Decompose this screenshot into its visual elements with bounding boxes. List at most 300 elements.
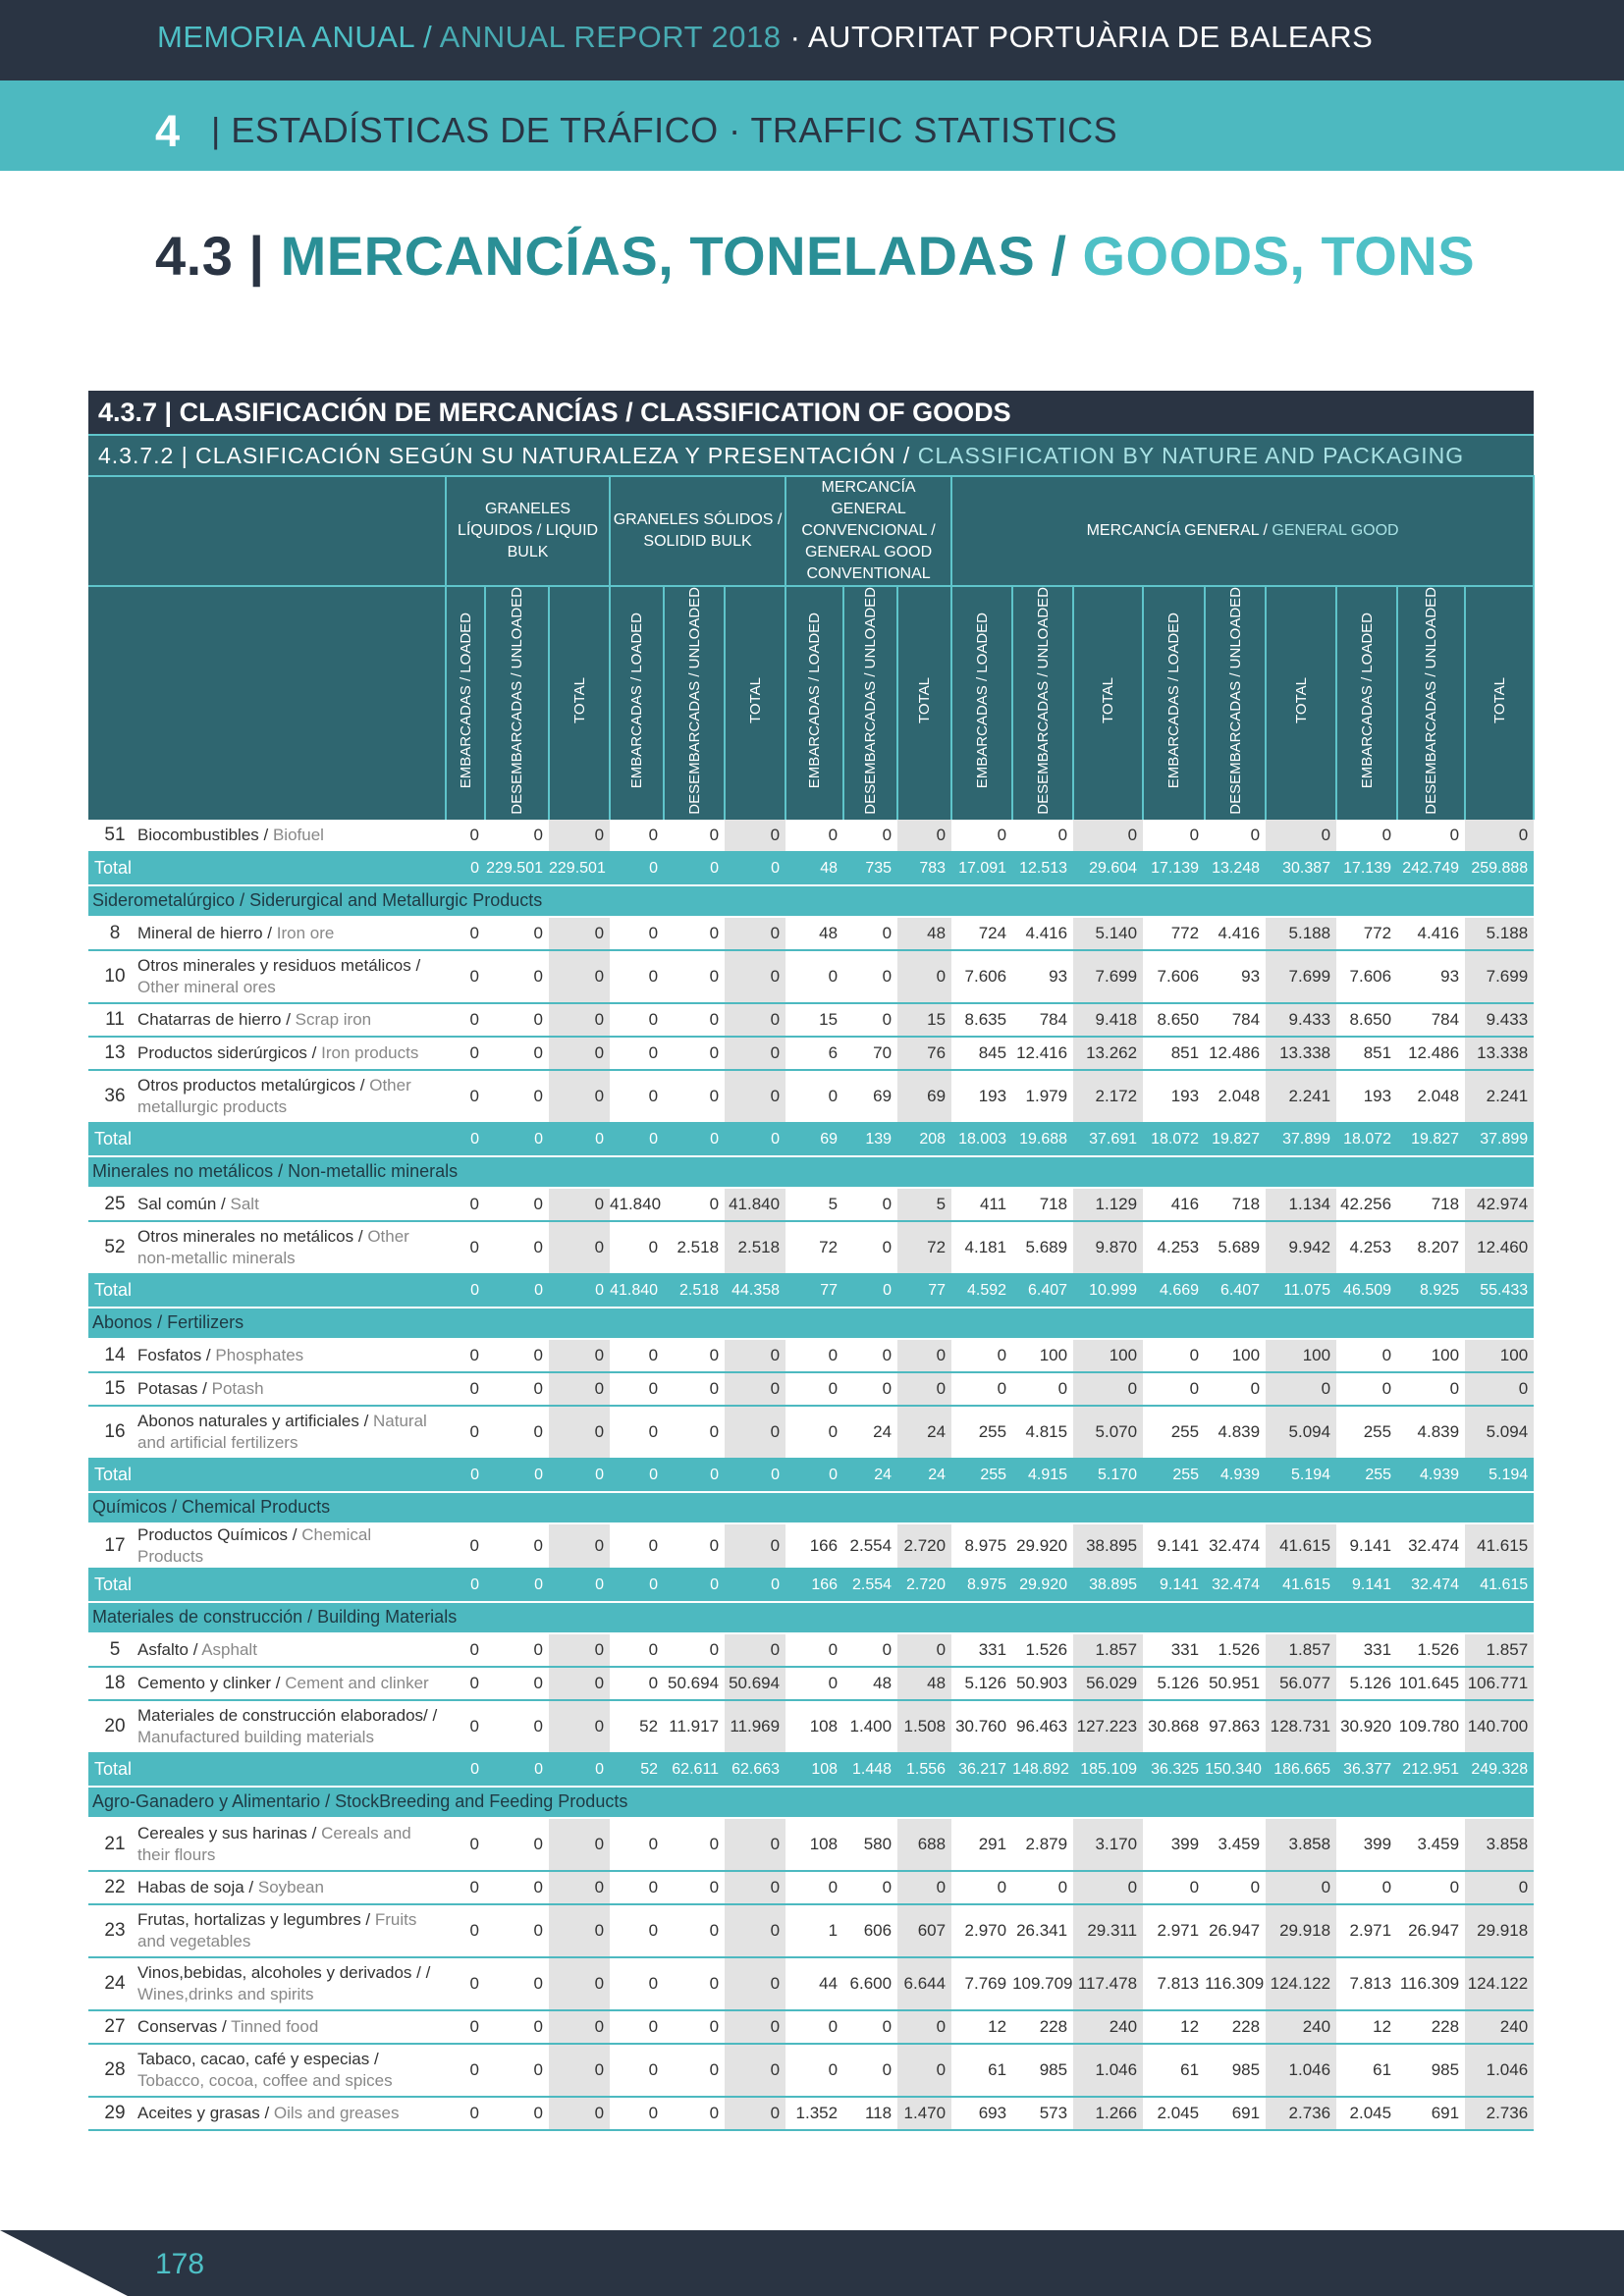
category-label-es: Agro-Ganadero y Alimentario (92, 1791, 321, 1812)
loaded-column-header-label: EMBARCADAS / LOADED (806, 613, 824, 789)
value-cell: 0 (1465, 820, 1534, 852)
value-cell: 0 (843, 2044, 897, 2097)
total-cell: 0 (725, 852, 785, 885)
value-cell: 50.694 (725, 1667, 785, 1700)
value-cell: 0 (446, 1372, 485, 1406)
value-cell: 2.045 (1143, 2097, 1205, 2130)
total-label: Total (88, 1123, 446, 1156)
total-column-header (549, 586, 610, 820)
value-cell: 0 (485, 1700, 549, 1753)
value-cell: 9.141 (1336, 1523, 1397, 1569)
loaded-column-header (1143, 586, 1205, 820)
value-cell: 0 (610, 1339, 664, 1372)
value-cell: 0 (549, 1633, 610, 1667)
product-name-en: Oils and greases (273, 2103, 400, 2122)
value-cell: 0 (446, 1003, 485, 1037)
value-cell: 166 (785, 1523, 843, 1569)
value-cell: 0 (725, 1957, 785, 2010)
total-cell: 38.895 (1073, 1569, 1143, 1602)
value-cell: 784 (1205, 1003, 1266, 1037)
value-cell: 100 (1012, 1339, 1073, 1372)
value-cell: 5.126 (1336, 1667, 1397, 1700)
category-row (88, 1602, 1534, 1633)
product-cell (88, 1339, 446, 1372)
value-cell: 5.689 (1012, 1221, 1073, 1274)
table-row (88, 1871, 1534, 1904)
value-cell: 96.463 (1012, 1700, 1073, 1753)
total-column-header-label: TOTAL (1100, 677, 1117, 724)
value-cell: 9.141 (1143, 1523, 1205, 1569)
value-cell: 0 (446, 1871, 485, 1904)
value-cell: 56.077 (1266, 1667, 1336, 1700)
value-cell: 0 (785, 1070, 843, 1123)
value-cell: 50.951 (1205, 1667, 1266, 1700)
page-title-number: 4.3 (155, 225, 234, 287)
product-cell (88, 1957, 446, 2010)
value-cell: 0 (1073, 1372, 1143, 1406)
value-cell: 7.606 (1143, 950, 1205, 1003)
report-title-en: ANNUAL REPORT 2018 (439, 20, 782, 54)
value-cell: 5.126 (951, 1667, 1012, 1700)
product-name-es: Otros minerales y residuos metálicos (137, 955, 411, 975)
product-code: 8 (109, 922, 121, 943)
value-cell: 0 (785, 1667, 843, 1700)
value-cell: 5.188 (1266, 917, 1336, 950)
value-cell: 0 (664, 917, 725, 950)
product-name-es: Otros minerales no metálicos (137, 1226, 354, 1246)
value-cell: 7.606 (951, 950, 1012, 1003)
value-cell: 1.857 (1073, 1633, 1143, 1667)
value-cell: 0 (549, 917, 610, 950)
value-cell: 52 (610, 1700, 664, 1753)
total-row (88, 1753, 1534, 1787)
product-name-en: Potash (211, 1378, 264, 1398)
value-cell: 0 (610, 1523, 664, 1569)
table-row (88, 1523, 1534, 1569)
product-name-en: Fruits and vegetables (137, 1909, 417, 1950)
value-cell: 5.070 (1073, 1406, 1143, 1459)
value-cell: 0 (664, 1871, 725, 1904)
value-cell: 0 (725, 1406, 785, 1459)
total-cell: 24 (843, 1459, 897, 1492)
product-cell (88, 1700, 446, 1753)
value-cell: 124.122 (1465, 1957, 1534, 2010)
value-cell: 117.478 (1073, 1957, 1143, 2010)
category-label-en: StockBreeding and Feeding Products (335, 1791, 628, 1812)
unloaded-column-header-label: DESEMBARCADAS / UNLOADED (1034, 587, 1052, 815)
total-cell: 0 (549, 1123, 610, 1156)
value-cell: 0 (664, 1070, 725, 1123)
category-label-en: Building Materials (317, 1607, 458, 1628)
product-name-en: Other metallurgic products (137, 1075, 411, 1116)
value-cell: 48 (785, 917, 843, 950)
product-name-es: Asfalto (137, 1639, 189, 1659)
value-cell: 69 (843, 1070, 897, 1123)
value-cell: 0 (446, 1037, 485, 1070)
total-column-header (897, 586, 951, 820)
value-cell: 228 (1397, 2010, 1465, 2044)
loaded-column-header-label: EMBARCADAS / LOADED (457, 613, 474, 789)
total-cell: 9.141 (1143, 1569, 1205, 1602)
total-cell: 12.513 (1012, 852, 1073, 885)
total-cell: 18.072 (1336, 1123, 1397, 1156)
product-name: Mineral de hierro / Iron ore (137, 923, 335, 942)
value-cell: 0 (1205, 1372, 1266, 1406)
value-cell: 0 (1205, 820, 1266, 852)
total-cell: 0 (485, 1123, 549, 1156)
value-cell: 12 (1336, 2010, 1397, 2044)
value-cell: 1.979 (1012, 1070, 1073, 1123)
value-cell: 1.046 (1465, 2044, 1534, 2097)
loaded-column-header-label: EMBARCADAS / LOADED (628, 613, 646, 789)
total-cell: 19.827 (1205, 1123, 1266, 1156)
product-name-es: Productos Químicos (137, 1524, 289, 1544)
value-cell: 2.970 (951, 1904, 1012, 1957)
loaded-column-header-label: EMBARCADAS / LOADED (973, 613, 991, 789)
footer-decoration (0, 2230, 128, 2296)
product-name-en: Other mineral ores (137, 977, 276, 996)
loaded-column-header (446, 586, 485, 820)
unloaded-column-header (485, 586, 549, 820)
value-cell: 0 (725, 1818, 785, 1871)
total-cell: 4.592 (951, 1274, 1012, 1308)
value-cell: 0 (485, 1523, 549, 1569)
value-cell: 0 (785, 1372, 843, 1406)
value-cell: 0 (725, 1372, 785, 1406)
product-cell (88, 1667, 446, 1700)
empty-header-cell (88, 476, 446, 586)
total-cell: 229.501 (549, 852, 610, 885)
table-row (88, 1818, 1534, 1871)
value-cell: 0 (664, 1037, 725, 1070)
value-cell: 1.129 (1073, 1188, 1143, 1221)
value-cell: 0 (610, 950, 664, 1003)
value-cell: 0 (446, 1700, 485, 1753)
value-cell: 784 (1012, 1003, 1073, 1037)
value-cell: 4.416 (1205, 917, 1266, 950)
value-cell: 0 (446, 1667, 485, 1700)
value-cell: 0 (446, 1339, 485, 1372)
value-cell: 0 (1465, 1372, 1534, 1406)
value-cell: 2.736 (1266, 2097, 1336, 2130)
total-cell: 242.749 (1397, 852, 1465, 885)
product-name-es: Cemento y clinker (137, 1673, 272, 1692)
value-cell: 0 (1073, 1871, 1143, 1904)
value-cell: 7.606 (1336, 950, 1397, 1003)
total-cell: 37.899 (1465, 1123, 1534, 1156)
value-cell: 0 (446, 1221, 485, 1274)
value-cell: 2.720 (897, 1523, 951, 1569)
value-cell: 0 (725, 1037, 785, 1070)
product-code: 5 (109, 1638, 121, 1660)
total-cell: 0 (446, 1123, 485, 1156)
value-cell: 13.262 (1073, 1037, 1143, 1070)
value-cell: 70 (843, 1037, 897, 1070)
goods-classification-table (88, 475, 1535, 2131)
value-cell: 15 (897, 1003, 951, 1037)
total-column-header (725, 586, 785, 820)
report-title-es: MEMORIA ANUAL (157, 20, 415, 54)
product-name-es: Habas de soja (137, 1877, 244, 1896)
product-name: Otros minerales y residuos metálicos / Other mineral ores (137, 955, 421, 996)
value-cell: 4.253 (1336, 1221, 1397, 1274)
total-cell: 0 (664, 1569, 725, 1602)
value-cell: 0 (897, 820, 951, 852)
value-cell: 124.122 (1266, 1957, 1336, 2010)
section-title: | ESTADÍSTICAS DE TRÁFICO · TRAFFIC STATISTICS (211, 110, 1118, 150)
value-cell: 0 (485, 1221, 549, 1274)
value-cell: 0 (725, 1871, 785, 1904)
value-cell: 255 (1336, 1406, 1397, 1459)
group-header-liquid-bulk: GRANELES LÍQUIDOS / LIQUID BULK (446, 476, 610, 586)
total-cell: 735 (843, 852, 897, 885)
value-cell: 1.857 (1465, 1633, 1534, 1667)
product-name-es: Cereales y sus harinas (137, 1823, 307, 1842)
value-cell: 0 (1012, 1871, 1073, 1904)
value-cell: 772 (1336, 917, 1397, 950)
total-column-header (1073, 586, 1143, 820)
group-header-solid-bulk: GRANELES SÓLIDOS / SOLIDID BULK (610, 476, 785, 586)
value-cell: 41.615 (1465, 1523, 1534, 1569)
value-cell: 0 (610, 2097, 664, 2130)
value-cell: 0 (951, 1339, 1012, 1372)
product-name-es: Frutas, hortalizas y legumbres (137, 1909, 361, 1929)
total-cell: 0 (785, 1459, 843, 1492)
value-cell: 0 (897, 1372, 951, 1406)
product-name-es: Mineral de hierro (137, 923, 263, 942)
value-cell: 0 (951, 1372, 1012, 1406)
page-title: 4.3 | MERCANCÍAS, TONELADAS / GOODS, TONS (155, 225, 1476, 287)
total-cell: 185.109 (1073, 1753, 1143, 1787)
value-cell: 0 (843, 1221, 897, 1274)
total-cell: 13.248 (1205, 852, 1266, 885)
value-cell: 8.650 (1336, 1003, 1397, 1037)
product-cell (88, 2010, 446, 2044)
total-cell: 0 (485, 1274, 549, 1308)
total-cell: 0 (664, 1459, 725, 1492)
value-cell: 3.459 (1205, 1818, 1266, 1871)
value-cell: 0 (725, 950, 785, 1003)
value-cell: 0 (1336, 1339, 1397, 1372)
value-cell: 580 (843, 1818, 897, 1871)
value-cell: 6 (785, 1037, 843, 1070)
total-cell: 52 (610, 1753, 664, 1787)
total-cell: 18.072 (1143, 1123, 1205, 1156)
value-cell: 0 (549, 1818, 610, 1871)
value-cell: 193 (951, 1070, 1012, 1123)
product-name-es: Potasas (137, 1378, 198, 1398)
product-name-en: Biofuel (272, 825, 324, 844)
value-cell: 116.309 (1397, 1957, 1465, 2010)
product-name: Chatarras de hierro / Scrap iron (137, 1009, 372, 1029)
value-cell: 0 (785, 1871, 843, 1904)
value-cell: 331 (951, 1633, 1012, 1667)
value-cell: 5 (897, 1188, 951, 1221)
table-row (88, 1372, 1534, 1406)
value-cell: 2.518 (725, 1221, 785, 1274)
value-cell: 1.508 (897, 1700, 951, 1753)
product-name: Frutas, hortalizas y legumbres / Fruits and vegetables (137, 1909, 417, 1950)
category-label-en: Chemical Products (182, 1497, 331, 1518)
total-cell: 0 (610, 1123, 664, 1156)
value-cell: 0 (897, 1633, 951, 1667)
value-cell: 42.256 (1336, 1188, 1397, 1221)
value-cell: 240 (1465, 2010, 1534, 2044)
product-name-en: Scrap iron (295, 1009, 372, 1029)
value-cell: 0 (549, 1339, 610, 1372)
value-cell: 0 (725, 1633, 785, 1667)
total-cell: 30.387 (1266, 852, 1336, 885)
table-row (88, 2010, 1534, 2044)
total-label: Total (88, 1459, 446, 1492)
value-cell: 8.975 (951, 1523, 1012, 1569)
value-cell: 0 (664, 1406, 725, 1459)
value-cell: 0 (1336, 1372, 1397, 1406)
value-cell: 1 (785, 1904, 843, 1957)
value-cell: 0 (897, 2010, 951, 2044)
value-cell: 0 (485, 1003, 549, 1037)
value-cell: 106.771 (1465, 1667, 1534, 1700)
value-cell: 1.352 (785, 2097, 843, 2130)
product-name: Cereales y sus harinas / Cereals and their flours (137, 1823, 411, 1864)
total-cell: 0 (549, 1569, 610, 1602)
product-name-en: Cereals and their flours (137, 1823, 411, 1864)
value-cell: 1.526 (1397, 1633, 1465, 1667)
total-cell: 6.407 (1205, 1274, 1266, 1308)
value-cell: 0 (610, 1957, 664, 2010)
product-name-es: Conservas (137, 2016, 218, 2036)
value-cell: 0 (785, 950, 843, 1003)
total-cell: 5.194 (1465, 1459, 1534, 1492)
value-cell: 41.840 (725, 1188, 785, 1221)
value-cell: 0 (843, 1339, 897, 1372)
value-cell: 12.416 (1012, 1037, 1073, 1070)
total-column-header-label: TOTAL (1292, 677, 1310, 724)
value-cell: 2.241 (1266, 1070, 1336, 1123)
value-cell: 0 (446, 2010, 485, 2044)
value-cell: 5 (785, 1188, 843, 1221)
value-cell: 11.969 (725, 1700, 785, 1753)
product-name-es: Aceites y grasas (137, 2103, 260, 2122)
total-cell: 5.194 (1266, 1459, 1336, 1492)
empty-header-cell (88, 586, 446, 820)
value-cell: 718 (1205, 1188, 1266, 1221)
value-cell: 0 (785, 1406, 843, 1459)
product-code: 20 (104, 1715, 126, 1736)
total-column-header (1266, 586, 1336, 820)
total-row (88, 852, 1534, 885)
value-cell: 331 (1336, 1633, 1397, 1667)
product-code: 22 (104, 1876, 126, 1897)
product-name: Vinos,bebidas, alcoholes y derivados / / Wines,drinks and spirits (137, 1962, 431, 2003)
group-header-general-good-en: GENERAL GOOD (1272, 522, 1399, 539)
category-label: Minerales no metálicos / Non-metallic minerals (88, 1156, 1534, 1188)
value-cell: 3.858 (1266, 1818, 1336, 1871)
value-cell: 0 (485, 1188, 549, 1221)
value-cell: 0 (446, 1818, 485, 1871)
value-cell: 0 (610, 1818, 664, 1871)
total-cell: 17.139 (1143, 852, 1205, 885)
value-cell: 1.400 (843, 1700, 897, 1753)
value-cell: 0 (446, 1957, 485, 2010)
value-cell: 2.048 (1397, 1070, 1465, 1123)
value-cell: 0 (485, 1904, 549, 1957)
section-title-es: ESTADÍSTICAS DE TRÁFICO (231, 110, 719, 150)
total-cell: 1.556 (897, 1753, 951, 1787)
value-cell: 2.971 (1336, 1904, 1397, 1957)
value-cell: 0 (785, 1633, 843, 1667)
page-number: 178 (155, 2248, 205, 2280)
value-cell: 0 (951, 820, 1012, 852)
total-cell: 0 (610, 852, 664, 885)
value-cell: 0 (664, 1188, 725, 1221)
total-cell: 0 (610, 1459, 664, 1492)
value-cell: 0 (664, 820, 725, 852)
value-cell: 8.207 (1397, 1221, 1465, 1274)
product-name-es: Otros productos metalúrgicos (137, 1075, 356, 1095)
category-row (88, 1787, 1534, 1818)
total-cell: 44.358 (725, 1274, 785, 1308)
value-cell: 97.863 (1205, 1700, 1266, 1753)
unloaded-column-header (1012, 586, 1073, 820)
value-cell: 0 (725, 1904, 785, 1957)
product-cell (88, 1904, 446, 1957)
product-code: 25 (104, 1193, 126, 1214)
value-cell: 1.046 (1266, 2044, 1336, 2097)
total-cell: 24 (897, 1459, 951, 1492)
total-cell: 0 (485, 1459, 549, 1492)
product-name-en: Other non-metallic minerals (137, 1226, 409, 1267)
total-cell: 186.665 (1266, 1753, 1336, 1787)
total-cell: 10.999 (1073, 1274, 1143, 1308)
value-cell: 15 (785, 1003, 843, 1037)
value-cell: 30.920 (1336, 1700, 1397, 1753)
value-cell: 2.241 (1465, 1070, 1534, 1123)
product-name-es: Sal común (137, 1194, 217, 1213)
total-cell: 46.509 (1336, 1274, 1397, 1308)
product-name-en: Tinned food (231, 2016, 319, 2036)
product-cell (88, 1523, 446, 1569)
total-cell: 32.474 (1397, 1569, 1465, 1602)
value-cell: 6.644 (897, 1957, 951, 2010)
value-cell: 4.416 (1012, 917, 1073, 950)
value-cell: 93 (1397, 950, 1465, 1003)
value-cell: 0 (549, 1957, 610, 2010)
total-label: Total (88, 852, 446, 885)
loaded-column-header (785, 586, 843, 820)
value-cell: 6.600 (843, 1957, 897, 2010)
value-cell: 0 (664, 950, 725, 1003)
value-cell: 7.813 (1336, 1957, 1397, 2010)
value-cell: 0 (725, 2010, 785, 2044)
total-cell: 0 (485, 1569, 549, 1602)
value-cell: 0 (725, 2044, 785, 2097)
footer-bar (0, 2230, 1624, 2296)
value-cell: 0 (1266, 820, 1336, 852)
value-cell: 4.839 (1205, 1406, 1266, 1459)
value-cell: 0 (549, 1523, 610, 1569)
table-row (88, 1339, 1534, 1372)
table-subheading (88, 434, 1534, 475)
product-code: 27 (104, 2015, 126, 2037)
product-cell (88, 2097, 446, 2130)
value-cell: 140.700 (1465, 1700, 1534, 1753)
value-cell: 5.126 (1143, 1667, 1205, 1700)
value-cell: 0 (843, 917, 897, 950)
value-cell: 718 (1397, 1188, 1465, 1221)
value-cell: 0 (446, 917, 485, 950)
total-cell: 55.433 (1465, 1274, 1534, 1308)
